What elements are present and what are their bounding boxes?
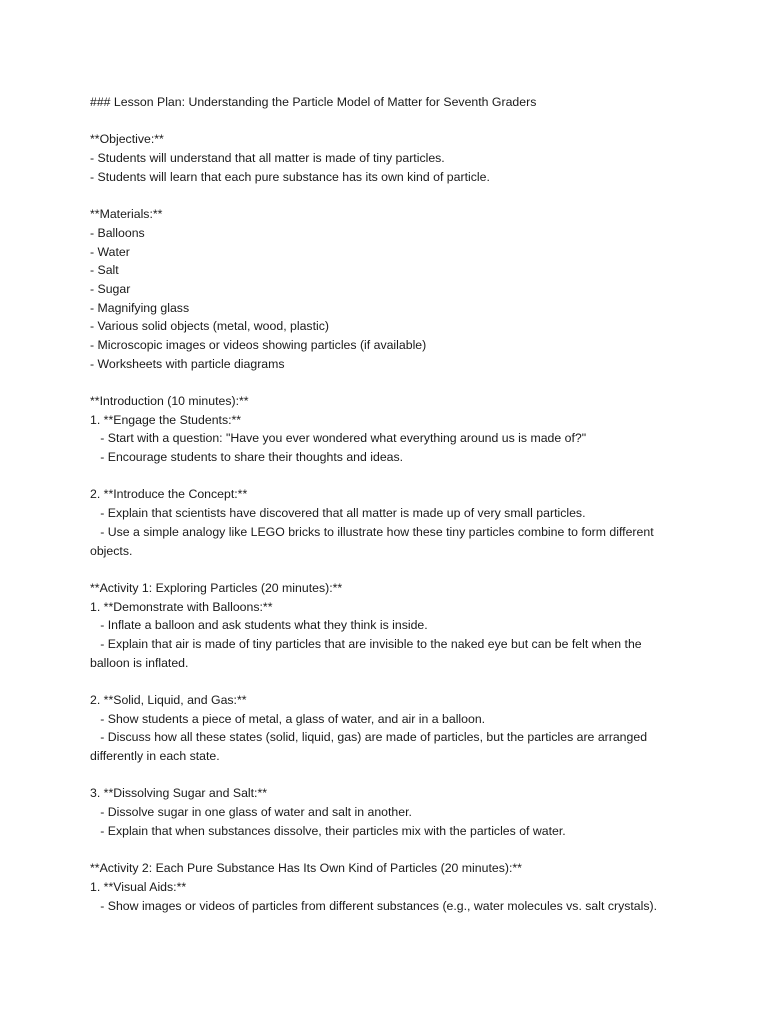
introduction-step-title: 1. **Engage the Students:** <box>90 412 242 427</box>
introduction-step-item: - Encourage students to share their thoughts and ideas. <box>90 450 404 465</box>
objective-heading: **Objective:** <box>90 132 164 147</box>
activity1-step-title: 3. **Dissolving Sugar and Salt:** <box>90 786 268 801</box>
spacer <box>90 112 690 131</box>
activity1-heading: **Activity 1: Exploring Particles (20 minutes):** <box>90 580 343 595</box>
spacer <box>90 560 690 579</box>
materials-item: - Sugar <box>90 281 131 296</box>
activity1-step-item: - Dissolve sugar in one glass of water and salt in another. <box>90 805 412 820</box>
introduction-step-item: objects. <box>90 543 133 558</box>
objective-item: - Students will understand that all matter is made of tiny particles. <box>90 151 445 166</box>
introduction-step-item: - Explain that scientists have discovered that all matter is made up of very small particles. <box>90 506 586 521</box>
introduction-heading: **Introduction (10 minutes):** <box>90 394 249 408</box>
introduction-step-item: - Use a simple analogy like LEGO bricks to illustrate how these tiny particles combine to form different <box>90 524 654 539</box>
introduction-step-title: 2. **Introduce the Concept:** <box>90 487 248 502</box>
materials-item: - Worksheets with particle diagrams <box>90 356 285 371</box>
spacer <box>90 766 690 785</box>
materials-item: - Salt <box>90 263 119 278</box>
objective-item: - Students will learn that each pure substance has its own kind of particle. <box>90 169 490 184</box>
spacer <box>90 672 690 691</box>
spacer <box>90 467 690 486</box>
spacer <box>90 373 690 392</box>
materials-item: - Various solid objects (metal, wood, plastic) <box>90 319 329 334</box>
spacer <box>90 186 690 205</box>
activity2-step-title: 1. **Visual Aids:** <box>90 879 187 894</box>
materials-item: - Water <box>90 244 130 259</box>
activity1-step-title: 2. **Solid, Liquid, and Gas:** <box>90 693 247 707</box>
materials-heading: **Materials:** <box>90 207 163 222</box>
materials-item: - Balloons <box>90 225 145 240</box>
spacer <box>90 841 690 860</box>
activity1-step-title: 1. **Demonstrate with Balloons:** <box>90 599 273 614</box>
activity1-step-item: - Discuss how all these states (solid, liquid, gas) are made of particles, but the particles are arranged <box>90 730 648 745</box>
activity1-step-item: - Inflate a balloon and ask students what they think is inside. <box>90 618 428 633</box>
document-title: ### Lesson Plan: Understanding the Particle Model of Matter for Seventh Graders <box>90 95 537 109</box>
activity1-step-item: differently in each state. <box>90 749 220 764</box>
activity1-step-item: balloon is inflated. <box>90 655 189 670</box>
materials-item: - Magnifying glass <box>90 300 190 315</box>
activity2-step-item: - Show images or videos of particles from different substances (e.g., water molecules vs. salt crystals). <box>90 898 658 913</box>
activity2-heading: **Activity 2: Each Pure Substance Has Its Own Kind of Particles (20 minutes):** <box>90 861 522 876</box>
introduction-step-item: - Start with a question: "Have you ever wondered what everything around us is made of?" <box>90 431 587 446</box>
activity1-step-item: - Show students a piece of metal, a glass of water, and air in a balloon. <box>90 711 486 726</box>
activity1-step-item: - Explain that air is made of tiny particles that are invisible to the naked eye but can be felt when the <box>90 636 642 651</box>
activity1-step-item: - Explain that when substances dissolve, their particles mix with the particles of water. <box>90 823 566 838</box>
materials-item: - Microscopic images or videos showing particles (if available) <box>90 337 427 352</box>
document-body <box>90 93 690 915</box>
